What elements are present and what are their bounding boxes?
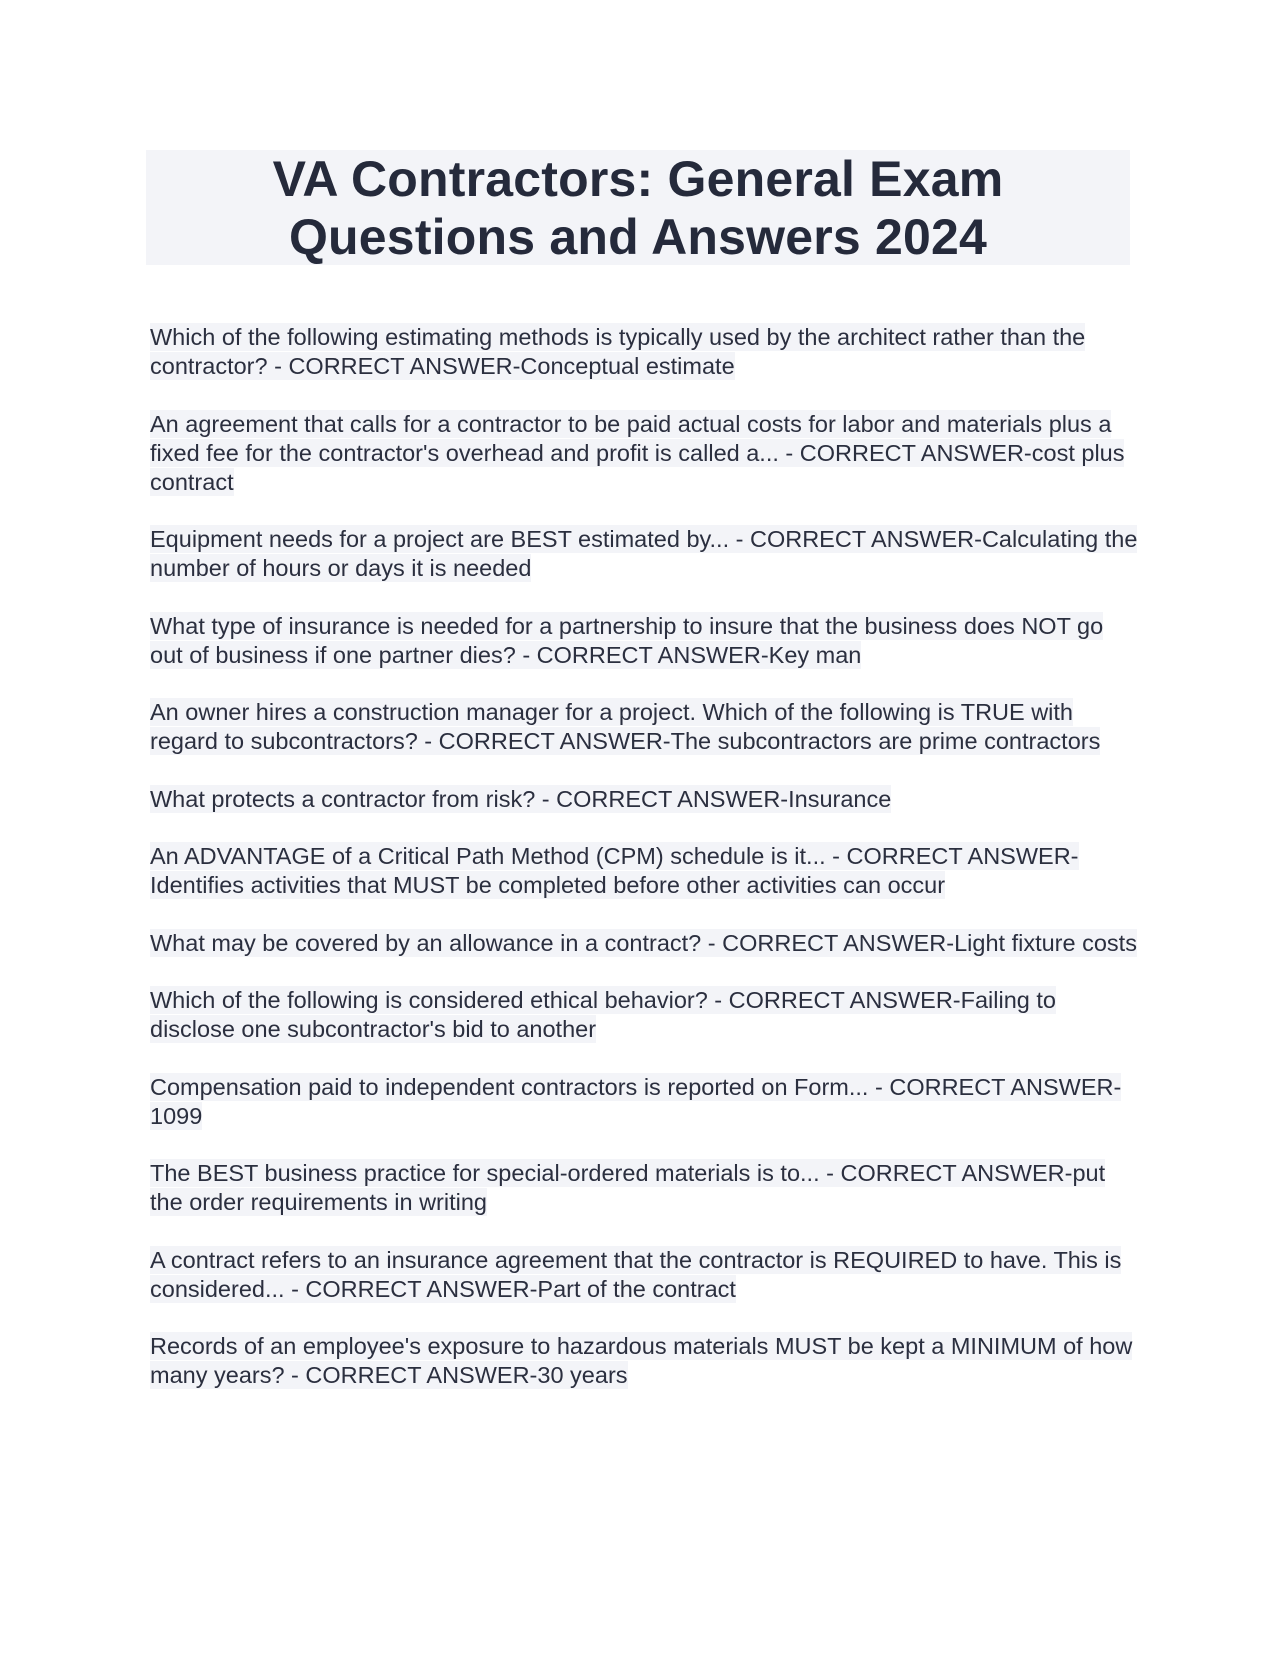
qa-text: Which of the following is considered ethical behavior? - CORRECT ANSWER-Failing to disclose one subcontractor's bid to another [150,987,1056,1042]
qa-text: An owner hires a construction manager for a project. Which of the following is TRUE with regard to subcontractors? - CORRECT ANSWER-The subcontractors are prime contractors [150,699,1101,754]
qa-item [150,410,1140,497]
qa-text: Compensation paid to independent contractors is reported on Form... - CORRECT ANSWER-1099 [150,1073,1122,1129]
qa-text: Records of an employee's exposure to hazardous materials MUST be kept a MINIMUM of how many years? - CORRECT ANSWER-30 years [150,1333,1133,1388]
qa-item [150,612,1140,670]
qa-item [150,525,1140,583]
qa-list [150,323,1140,1419]
title-line-1: VA Contractors: General Exam [272,150,1004,207]
qa-text: A contract refers to an insurance agreement that the contractor is REQUIRED to have. This is considered... - CORRECT ANSWER-Part of the contract [150,1246,1122,1302]
page-title [273,150,1004,266]
qa-text: Which of the following estimating methods is typically used by the architect rather than the contractor? - CORRECT ANSWER-Conceptual estimate [150,324,1086,379]
qa-text: An ADVANTAGE of a Critical Path Method (CPM) schedule is it... - CORRECT ANSWER-Identifies activities that MUST be completed before other activities can occur [150,843,1079,898]
qa-item [150,842,1140,900]
qa-item [150,1332,1140,1390]
qa-item [150,323,1140,381]
qa-item [150,986,1140,1044]
qa-item [150,929,1140,958]
title-line-2: Questions and Answers 2024 [288,208,988,265]
qa-item [150,1159,1140,1217]
qa-item [150,1246,1140,1304]
qa-text: Equipment needs for a project are BEST estimated by... - CORRECT ANSWER-Calculating the number of hours or days it is needed [150,526,1138,581]
qa-text: An agreement that calls for a contractor to be paid actual costs for labor and materials plus a fixed fee for the contractor's overhead and profit is called a... - CORRECT ANSWER-cost plus contract [150,410,1125,495]
qa-text: What may be covered by an allowance in a contract? - CORRECT ANSWER-Light fixture costs [150,929,1137,956]
qa-text: What type of insurance is needed for a partnership to insure that the business does NOT go out of business if one partner dies? - CORRECT ANSWER-Key man [150,612,1104,668]
qa-item [150,698,1140,756]
qa-item [150,785,1140,814]
title-block [146,150,1130,265]
qa-item [150,1073,1140,1131]
qa-text: The BEST business practice for special-ordered materials is to... - CORRECT ANSWER-put the order requirements in writing [150,1160,1106,1215]
qa-text: What protects a contractor from risk? - CORRECT ANSWER-Insurance [150,785,892,812]
